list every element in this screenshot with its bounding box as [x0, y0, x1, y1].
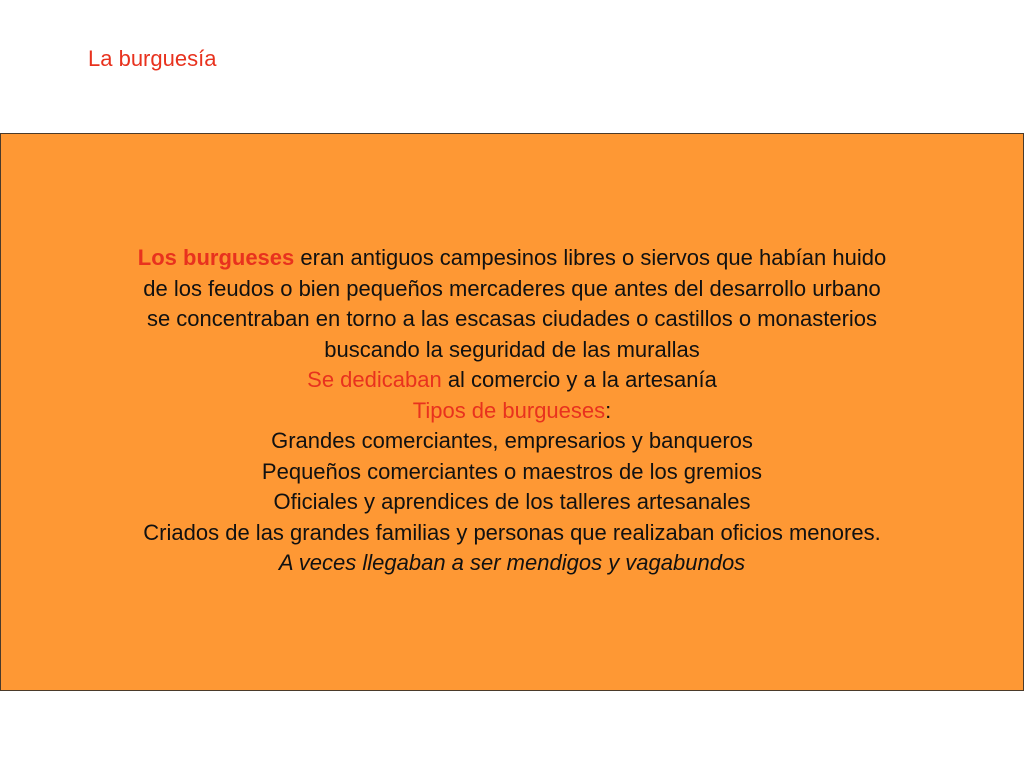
paragraph-line-1: [1, 243, 1023, 274]
content-text: [1, 243, 1023, 579]
types-heading: [1, 396, 1023, 427]
highlight-se-dedicaban: Se dedicaban: [307, 367, 442, 392]
paragraph-line-1-rest: eran antiguos campesinos libres o siervos que habían huido: [294, 245, 887, 270]
type-item: Pequeños comerciantes o maestros de los gremios: [261, 458, 763, 484]
content-box: [0, 133, 1024, 691]
dedication-rest: al comercio y a la artesanía: [441, 367, 717, 392]
paragraph-line-4: buscando la seguridad de las murallas: [324, 336, 700, 362]
highlight-los-burgueses: Los burgueses: [137, 245, 295, 270]
highlight-tipos: Tipos de burgueses: [412, 397, 606, 423]
type-item: Grandes comerciantes, empresarios y banqueros: [271, 428, 753, 453]
paragraph-line-3: se concentraban en torno a las escasas ciudades o castillos o monasterios: [146, 306, 878, 331]
slide-title: La burguesía: [88, 46, 217, 71]
type-item: Criados de las grandes familias y personas que realizaban oficios menores.: [143, 519, 881, 545]
paragraph-line-2: de los feudos o bien pequeños mercaderes que antes del desarrollo urbano: [143, 275, 881, 301]
dedication-line: [1, 365, 1023, 396]
note-line: A veces llegaban a ser mendigos y vagabundos: [278, 550, 746, 575]
types-colon: :: [605, 397, 612, 423]
type-item: Oficiales y aprendices de los talleres artesanales: [273, 489, 751, 514]
